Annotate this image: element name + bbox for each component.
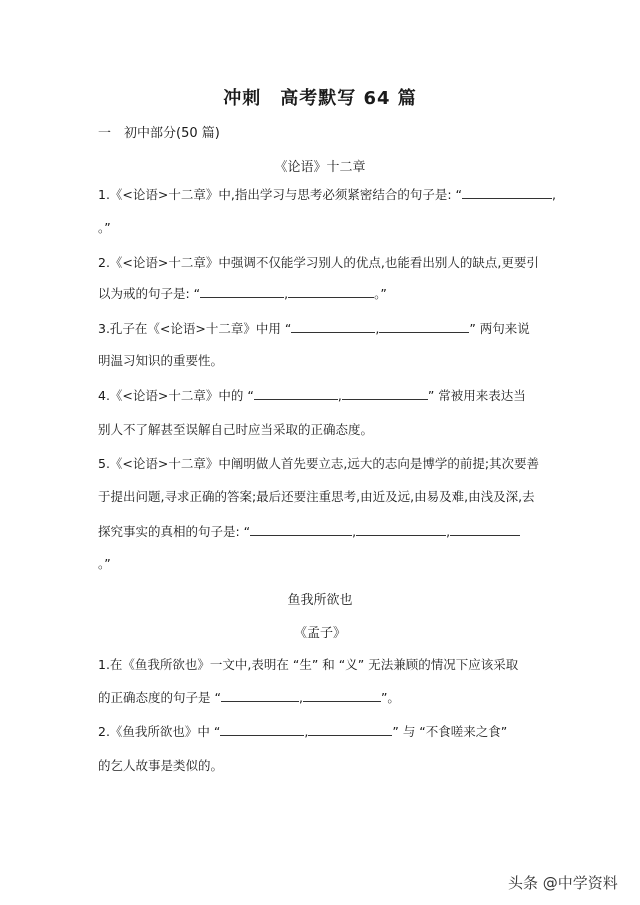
heading-lunyu: 《论语》十二章: [274, 160, 366, 175]
question-1-line-2: 。”: [98, 220, 111, 235]
mengzi-question-2-line-2: 的乞人故事是类似的。: [98, 758, 224, 773]
mengzi-question-1-line-2: 的正确态度的句子是 “ , ”。: [98, 690, 400, 705]
mengzi-question-2-line-1: 2.《鱼我所欲也》中 “ , ” 与 “不食嗟来之食”: [98, 724, 508, 739]
answer-blank[interactable]: [221, 689, 299, 702]
question-5-line-3: 探究事实的真相的句子是: “ , ,: [98, 523, 558, 541]
answer-blank[interactable]: [291, 320, 375, 333]
answer-blank[interactable]: [254, 387, 338, 400]
answer-blank[interactable]: [303, 689, 381, 702]
answer-blank[interactable]: [250, 523, 352, 536]
answer-blank[interactable]: [342, 387, 428, 400]
answer-blank[interactable]: [379, 320, 469, 333]
question-1-line-1: 1.《<论语>十二章》中,指出学习与思考必须紧密结合的句子是: “ ,: [98, 187, 556, 202]
question-5-line-4: 。”: [98, 556, 111, 571]
answer-blank[interactable]: [462, 186, 552, 199]
heading-yuwo: 鱼我所欲也: [287, 593, 353, 608]
page-title: 冲刺 高考默写 64 篇: [223, 88, 417, 109]
question-5-line-1: 5.《<论语>十二章》中阐明做人首先要立志,远大的志向是博学的前提;其次要善: [98, 456, 540, 471]
answer-blank[interactable]: [356, 523, 446, 536]
watermark: 头条 @中学资料: [508, 874, 618, 892]
question-5-line-2: 于提出问题,寻求正确的答案;最后还要注重思考,由近及远,由易及难,由浅及深,去: [98, 489, 535, 504]
question-3-line-1: 3.孔子在《<论语>十二章》中用 “ , ” 两句来说: [98, 321, 530, 336]
answer-blank[interactable]: [308, 723, 392, 736]
question-2-line-1: 2.《<论语>十二章》中强调不仅能学习别人的优点,也能看出别人的缺点,更要引: [98, 255, 539, 270]
question-3-line-2: 明温习知识的重要性。: [98, 353, 224, 368]
heading-mengzi: 《孟子》: [293, 626, 346, 641]
mengzi-question-1-line-1: 1.在《鱼我所欲也》一文中,表明在 “生” 和 “义” 无法兼顾的情况下应该采取: [98, 657, 519, 672]
question-4-line-1: 4.《<论语>十二章》中的 “ , ” 常被用来表达当: [98, 388, 526, 403]
question-2-line-2: 以为戒的句子是: “ , 。”: [98, 286, 387, 301]
answer-blank[interactable]: [288, 285, 374, 298]
question-4-line-2: 别人不了解甚至误解自己时应当采取的正确态度。: [98, 422, 374, 437]
answer-blank[interactable]: [450, 523, 520, 536]
answer-blank[interactable]: [220, 723, 304, 736]
answer-blank[interactable]: [200, 285, 284, 298]
section-heading: 一 初中部分(50 篇): [98, 126, 220, 141]
